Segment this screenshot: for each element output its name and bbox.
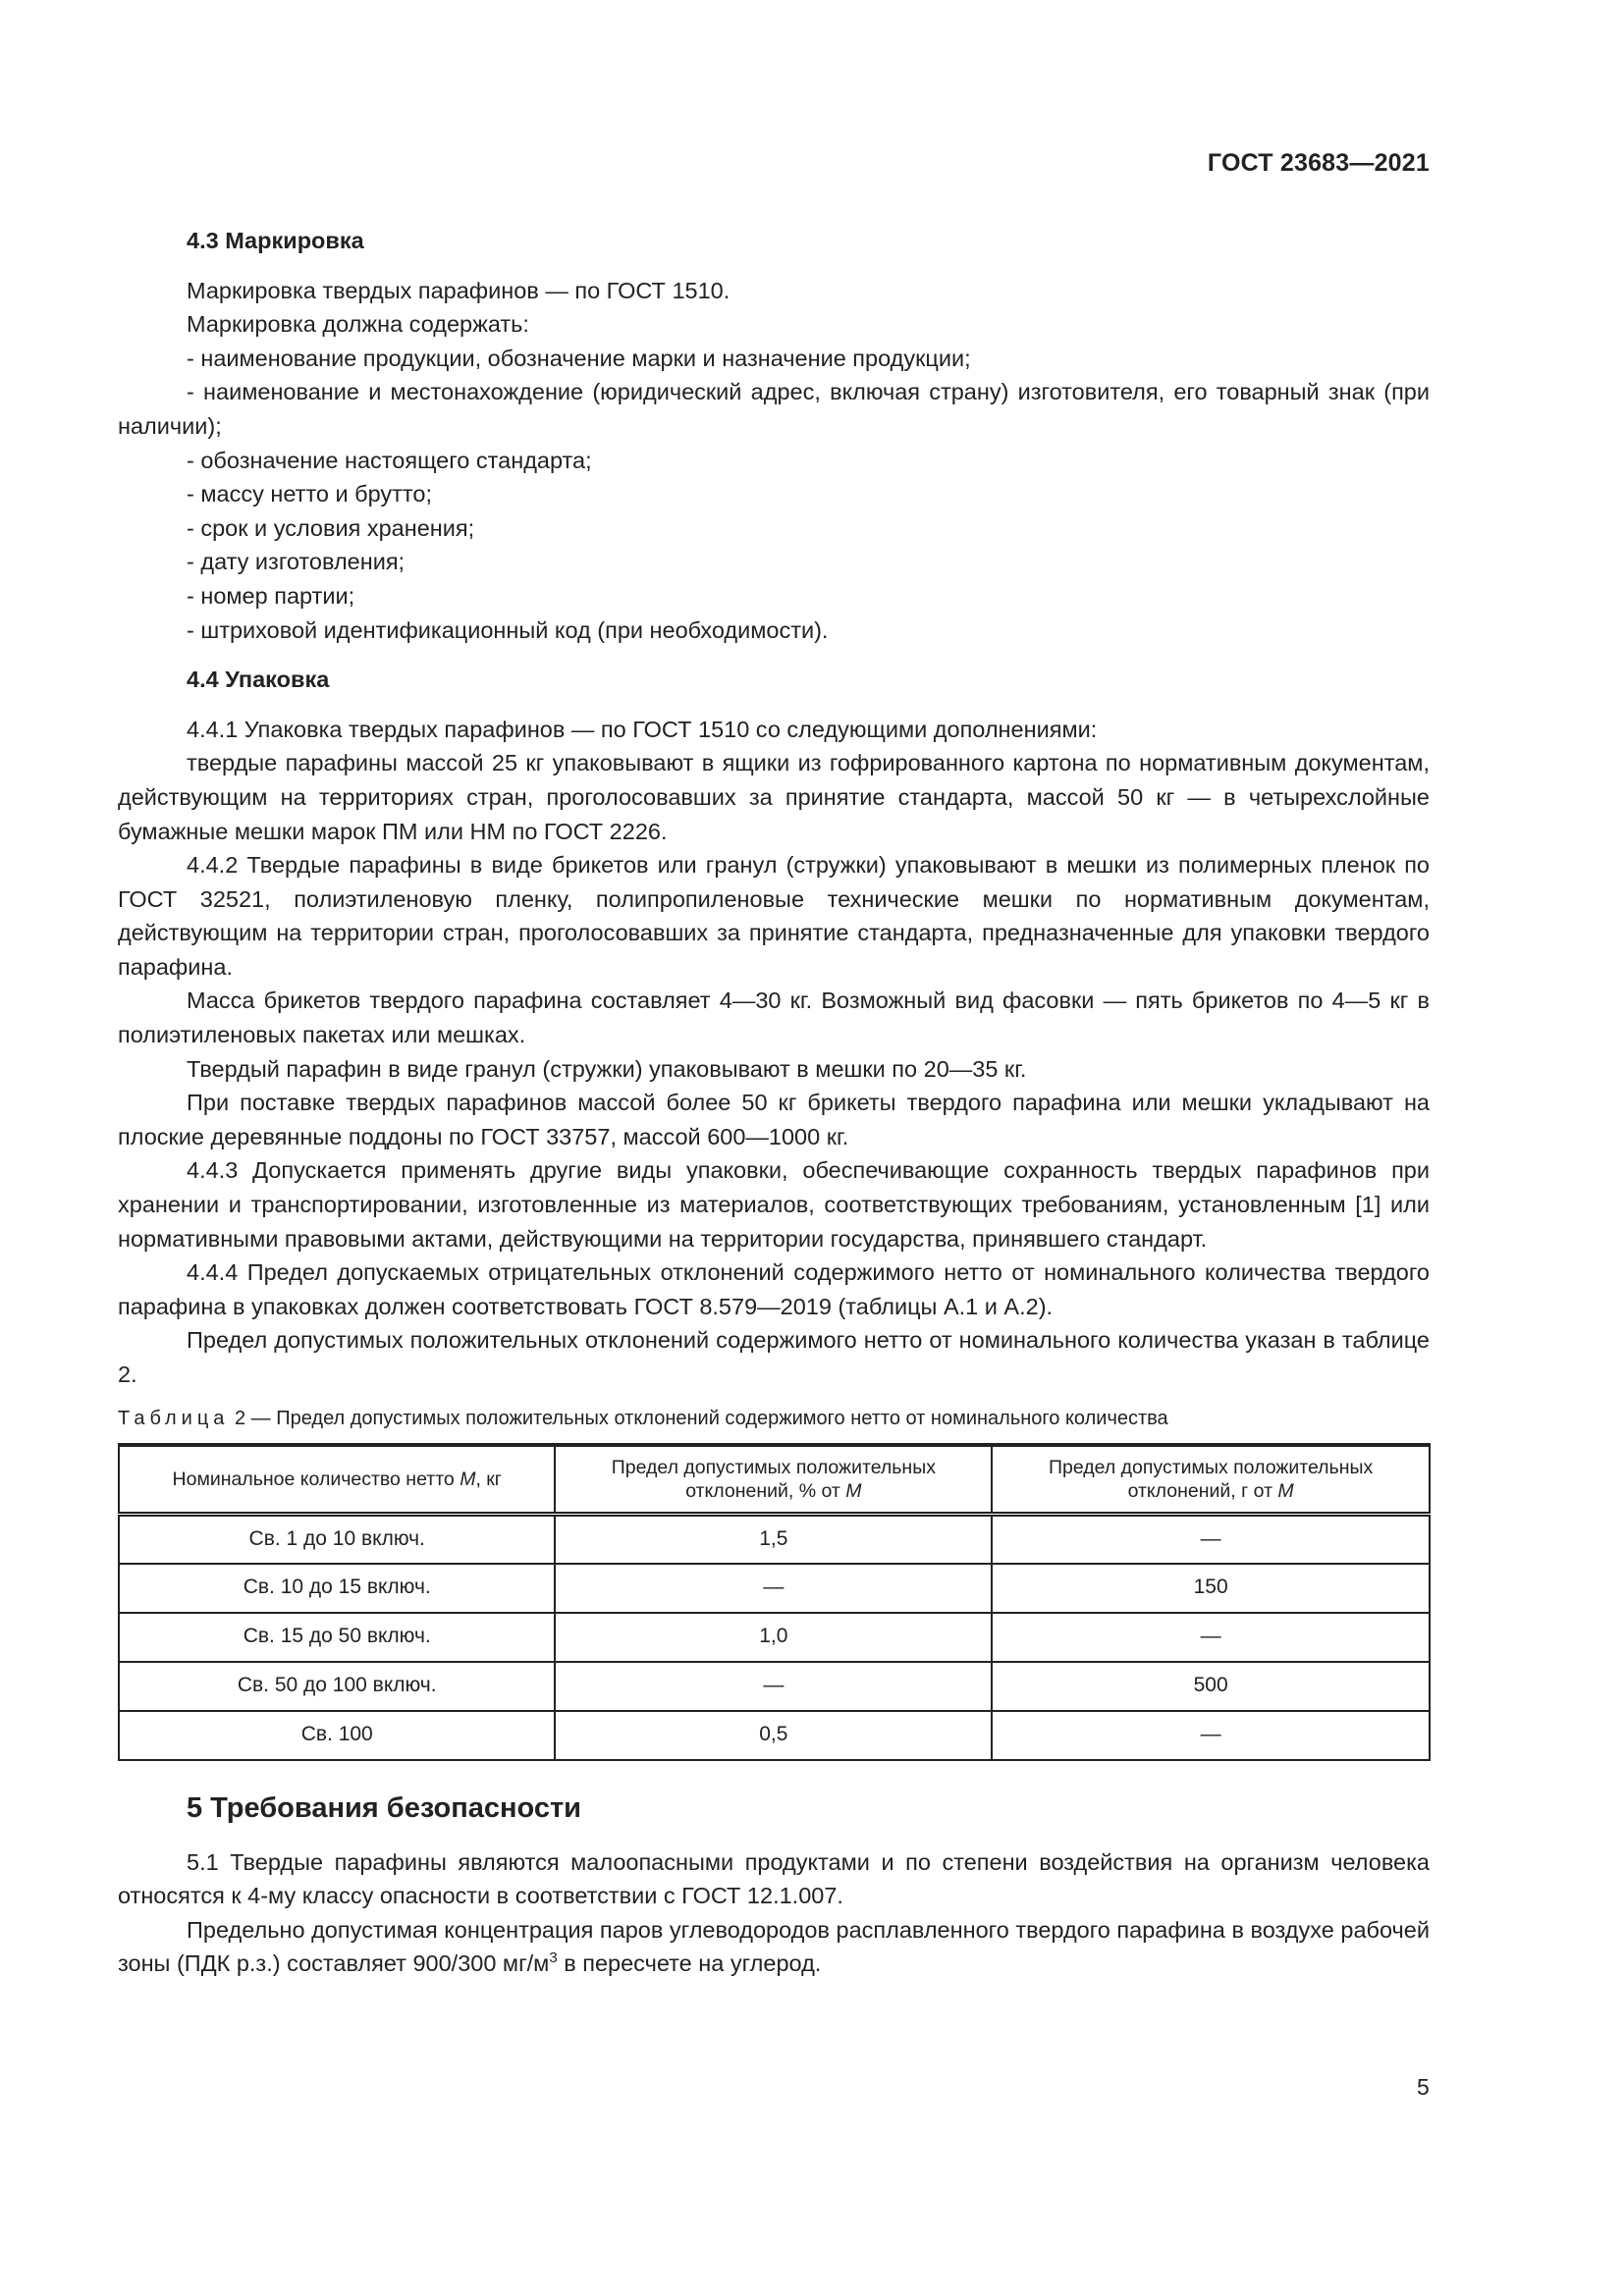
table-caption	[118, 1406, 1430, 1431]
table-cell: —	[555, 1564, 992, 1613]
list-item: - обозначение настоящего стандарта;	[187, 447, 592, 473]
paragraph: твердые парафины массой 25 кг упаковывают в ящики из гофрированного картона по нормативным документам, действующим на территориях стран, проголосовавших за принятие стандарта, массой 50 кг — в четырехслойные бумажные мешки марок ПМ или НМ по ГОСТ 2226.	[118, 750, 1430, 844]
paragraph: При поставке твердых парафинов массой более 50 кг брикеты твердого парафина или мешки укладывают на плоские деревянные поддоны по ГОСТ 33757, массой 600—1000 кг.	[118, 1090, 1430, 1149]
document-code-header: ГОСТ 23683—2021	[1207, 149, 1430, 177]
table-cell: 500	[992, 1662, 1430, 1711]
paragraph: 4.4.3 Допускается применять другие виды упаковки, обеспечивающие сохранность твердых парафинов при хранении и транспортировании, изготовленные из материалов, соответствующих требованиям, установленным [1] или нормативными правовыми актами, действующими на территории государства, принявшего стандарт.	[118, 1157, 1430, 1252]
paragraph: 4.4.4 Предел допускаемых отрицательных отклонений содержимого нетто от номинального количества твердого парафина в упаковках должен соответствовать ГОСТ 8.579—2019 (таблицы А.1 и А.2).	[118, 1259, 1430, 1319]
page-content	[118, 224, 1430, 1981]
table-row	[119, 1711, 1430, 1760]
table-cell: 1,5	[555, 1515, 992, 1564]
section-4-3-heading: 4.3 Маркировка	[187, 228, 364, 253]
table-cell: Св. 10 до 15 включ.	[119, 1564, 555, 1613]
column-header-percent: Предел допустимых положительных отклонений, % от M	[555, 1445, 992, 1515]
table-cell: 150	[992, 1564, 1430, 1613]
list-item: - срок и условия хранения;	[187, 514, 475, 541]
column-header-grams: Предел допустимых положительных отклонений, г от M	[992, 1445, 1430, 1515]
paragraph: 4.4.2 Твердые парафины в виде брикетов или гранул (стружки) упаковывают в мешки из полимерных пленок по ГОСТ 32521, полиэтиленовую пленку, полипропиленовые технические мешки по нормативным документам, действующим на территории стран, проголосовавших за принятие стандарта, предназначенные для упаковки твердого парафина.	[118, 852, 1430, 980]
section-4-4-heading: 4.4 Упаковка	[187, 667, 330, 693]
paragraph: 4.4.1 Упаковка твердых парафинов — по ГОСТ 1510 со следующими дополнениями:	[187, 716, 1098, 742]
superscript: 3	[549, 1949, 558, 1967]
column-header-nominal: Номинальное количество нетто M, кг	[119, 1445, 555, 1515]
table-caption-label: Таблица	[118, 1407, 230, 1429]
table-cell: 1,0	[555, 1613, 992, 1662]
table-cell: Св. 100	[119, 1711, 555, 1760]
paragraph: Маркировка твердых парафинов — по ГОСТ 1510.	[187, 277, 731, 303]
paragraph: Маркировка должна содержать:	[187, 311, 529, 338]
page-number: 5	[1417, 2074, 1430, 2100]
table-row	[119, 1564, 1430, 1613]
list-item: - массу нетто и брутто;	[187, 481, 433, 507]
list-item: - наименование и местонахождение (юридический адрес, включая страну) изготовителя, его товарный знак (при наличии);	[118, 379, 1430, 439]
table-row	[119, 1515, 1430, 1564]
table-cell: 0,5	[555, 1711, 992, 1760]
list-item: - номер партии;	[187, 582, 355, 609]
list-item: - дату изготовления;	[187, 549, 406, 575]
table-cell: —	[992, 1613, 1430, 1662]
table-cell: —	[992, 1515, 1430, 1564]
paragraph: Предельно допустимая концентрация паров углеводородов расплавленного твердого парафина в воздухе рабочей зоны (ПДК р.з.) составляет 900/300 $мг/м^3$ в пересчете на углерод.	[118, 1916, 1430, 1977]
table-caption-text: 2 — Предел допустимых положительных отклонений содержимого нетто от номинального количества	[229, 1407, 1168, 1429]
table-row	[119, 1662, 1430, 1711]
paragraph: Предел допустимых положительных отклонений содержимого нетто от номинального количества указан в таблице 2.	[118, 1327, 1430, 1387]
table-cell: Св. 1 до 10 включ.	[119, 1515, 555, 1564]
table-row	[119, 1613, 1430, 1662]
section-5-heading: 5 Требования безопасности	[187, 1791, 582, 1824]
paragraph: 5.1 Твердые парафины являются малоопасными продуктами и по степени воздействия на организм человека относятся к 4-му классу опасности в соответствии с ГОСТ 12.1.007.	[118, 1848, 1430, 1909]
table-2	[118, 1443, 1431, 1761]
table-cell: Св. 50 до 100 включ.	[119, 1662, 555, 1711]
table-header-row	[119, 1445, 1430, 1515]
paragraph: Твердый парафин в виде гранул (стружки) упаковывают в мешки по 20—35 кг.	[187, 1055, 1027, 1082]
table-cell: Св. 15 до 50 включ.	[119, 1613, 555, 1662]
table-cell: —	[555, 1662, 992, 1711]
list-item: - штриховой идентификационный код (при необходимости).	[187, 616, 829, 643]
list-item: - наименование продукции, обозначение марки и назначение продукции;	[187, 345, 971, 371]
table-cell: —	[992, 1711, 1430, 1760]
paragraph: Масса брикетов твердого парафина составляет 4—30 кг. Возможный вид фасовки — пять брикетов по 4—5 кг в полиэтиленовых пакетах или мешках.	[118, 988, 1430, 1048]
